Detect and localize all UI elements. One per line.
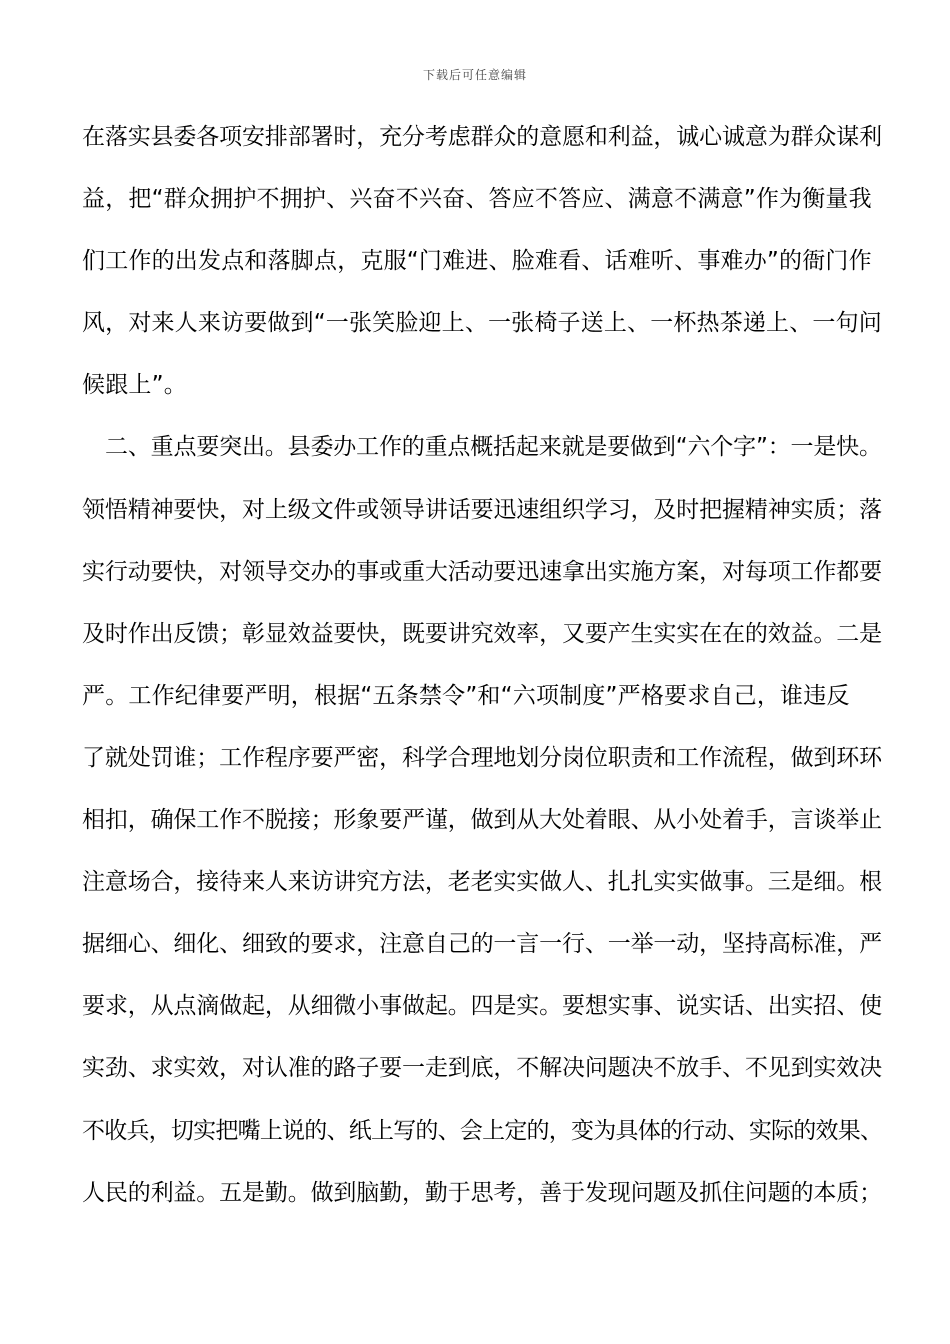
text-line: 要求，从点滴做起，从细微小事做起。四是实。要想实事、说实话、出实招、使 bbox=[82, 993, 883, 1020]
text-line: 了就处罚谁；工作程序要严密，科学合理地划分岗位职责和工作流程，做到环环 bbox=[82, 744, 883, 771]
text-line: 实劲、求实效，对认准的路子要一走到底，不解决问题决不放手、不见到实效决 bbox=[82, 1055, 883, 1082]
text-line: 益，把“群众拥护不拥护、兴奋不兴奋、答应不答应、满意不满意”作为衡量我 bbox=[82, 186, 872, 213]
body-text bbox=[82, 118, 882, 1236]
text-line: 风，对来人来访要做到“一张笑脸迎上、一张椅子送上、一杯热茶递上、一句问 bbox=[82, 310, 882, 337]
page-header: 下载后可任意编辑 bbox=[422, 68, 527, 82]
text-line: 二、重点要突出。县委办工作的重点概括起来就是要做到“六个字”：一是快。 bbox=[105, 434, 882, 461]
text-line: 及时作出反馈；彰显效益要快，既要讲究效率，又要产生实实在在的效益。二是 bbox=[82, 620, 883, 647]
text-line: 严。工作纪律要严明，根据“五条禁令”和“六项制度”严格要求自己，谁违反 bbox=[82, 682, 850, 709]
text-line: 据细心、细化、细致的要求，注意自己的一言一行、一举一动，坚持高标准，严 bbox=[82, 931, 883, 958]
text-line: 相扣，确保工作不脱接；形象要严谨，做到从大处着眼、从小处着手，言谈举止 bbox=[82, 807, 883, 834]
text-line: 在落实县委各项安排部署时，充分考虑群众的意愿和利益，诚心诚意为群众谋利 bbox=[82, 124, 883, 150]
text-line: 领悟精神要快，对上级文件或领导讲话要迅速组织学习，及时把握精神实质；落 bbox=[82, 496, 883, 523]
text-line: 注意场合，接待来人来访讲究方法，老老实实做人、扎扎实实做事。三是细。根 bbox=[82, 869, 883, 896]
text-line: 们工作的出发点和落脚点，克服“门难进、脸难看、话难听、事难办”的衙门作 bbox=[82, 248, 872, 275]
text-line: 候跟上”。 bbox=[82, 372, 187, 399]
text-line: 人民的利益。五是勤。做到脑勤，勤于思考，善于发现问题及抓住问题的本质； bbox=[82, 1179, 883, 1206]
text-line: 不收兵，切实把嘴上说的、纸上写的、会上定的，变为具体的行动、实际的效果、 bbox=[82, 1117, 883, 1144]
text-line: 实行动要快，对领导交办的事或重大活动要迅速拿出实施方案，对每项工作都要 bbox=[82, 558, 883, 585]
